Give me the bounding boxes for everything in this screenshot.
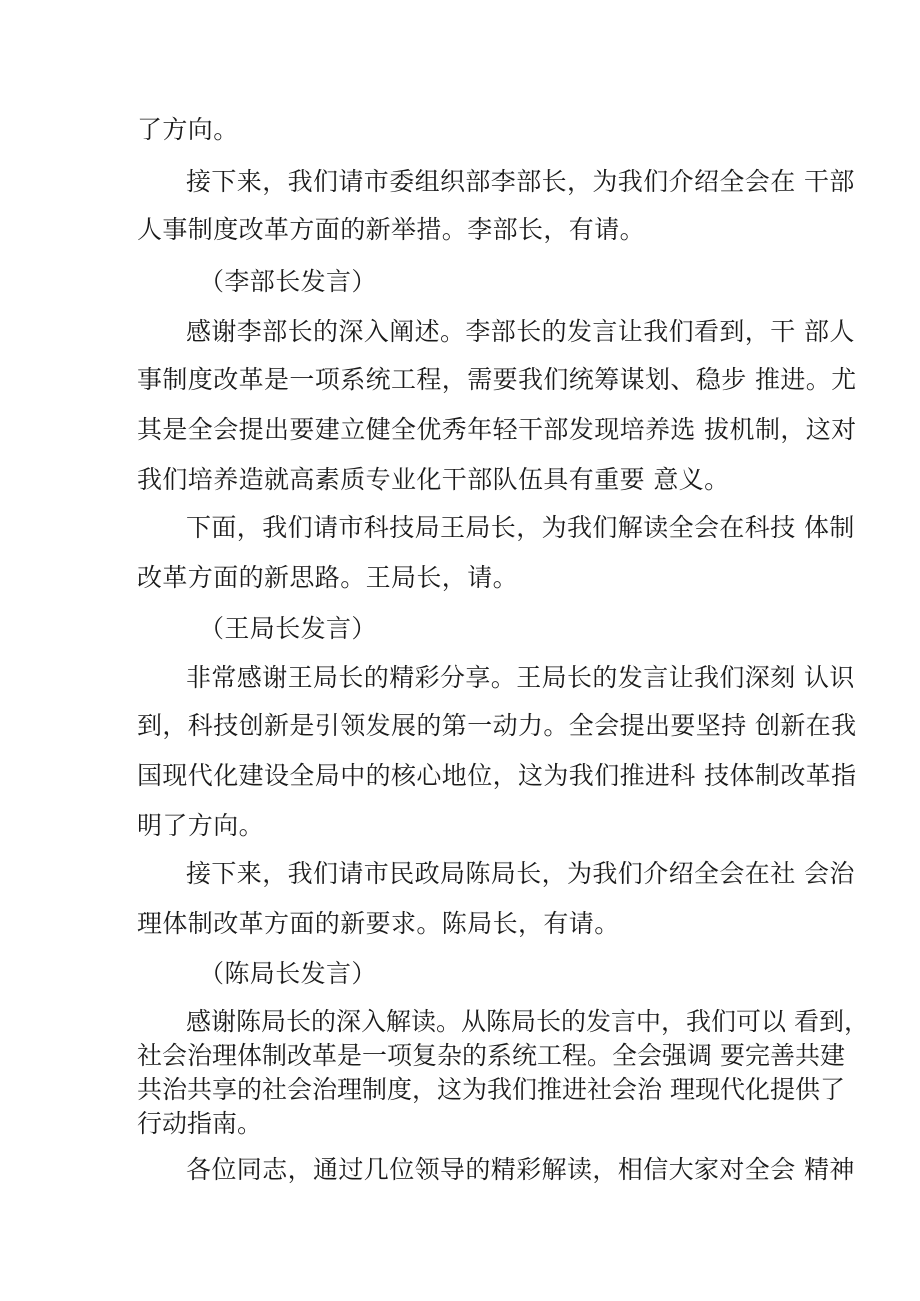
text-line: 理体制改革方面的新要求。陈局长，有请。 <box>137 909 620 938</box>
text-line: 非常感谢王局长的精彩分享。王局长的发言让我们深刻 认识 <box>186 663 855 692</box>
text-line: 人事制度改革方面的新举措。李部长，有请。 <box>137 215 646 244</box>
text-line: 社会治理体制改革是一项复杂的系统工程。全会强调 要完善共建 <box>137 1041 845 1070</box>
speaker-note: （李部长发言） <box>199 267 377 296</box>
text-line: 接下来，我们请市委组织部李部长，为我们介绍全会在 干部 <box>186 167 855 196</box>
text-line: 接下来，我们请市民政局陈局长，为我们介绍全会在社 会治 <box>186 859 855 888</box>
text-line: 各位同志，通过几位领导的精彩解读，相信大家对全会 精神 <box>186 1155 855 1184</box>
text-line: 下面，我们请市科技局王局长，为我们解读全会在科技 体制 <box>186 513 855 542</box>
text-line: 感谢李部长的深入阐述。李部长的发言让我们看到，干 部人 <box>186 317 855 346</box>
speaker-note: （陈局长发言） <box>199 959 377 988</box>
text-line: 行动指南。 <box>137 1109 263 1138</box>
text-line: 我们培养造就高素质专业化干部队伍具有重要 意义。 <box>137 465 730 494</box>
text-line: 到，科技创新是引领发展的第一动力。全会提出要坚持 创新在我 <box>137 711 857 740</box>
text-line: 其是全会提出要建立健全优秀年轻干部发现培养选 拔机制，这对 <box>137 415 857 444</box>
text-line: 了方向。 <box>137 115 239 144</box>
text-line: 共治共享的社会治理制度，这为我们推进社会治 理现代化提供了 <box>137 1075 845 1104</box>
speaker-note: （王局长发言） <box>199 614 377 643</box>
text-line: 事制度改革是一项系统工程，需要我们统筹谋划、稳步 推进。尤 <box>137 365 857 394</box>
text-line: 明了方向。 <box>137 811 265 840</box>
text-line: 国现代化建设全局中的核心地位，这为我们推进科 技体制改革指 <box>137 761 857 790</box>
text-line: 改革方面的新思路。王局长，请。 <box>137 563 519 592</box>
text-line: 感谢陈局长的深入解读。从陈局长的发言中，我们可以 看到， <box>186 1007 869 1036</box>
